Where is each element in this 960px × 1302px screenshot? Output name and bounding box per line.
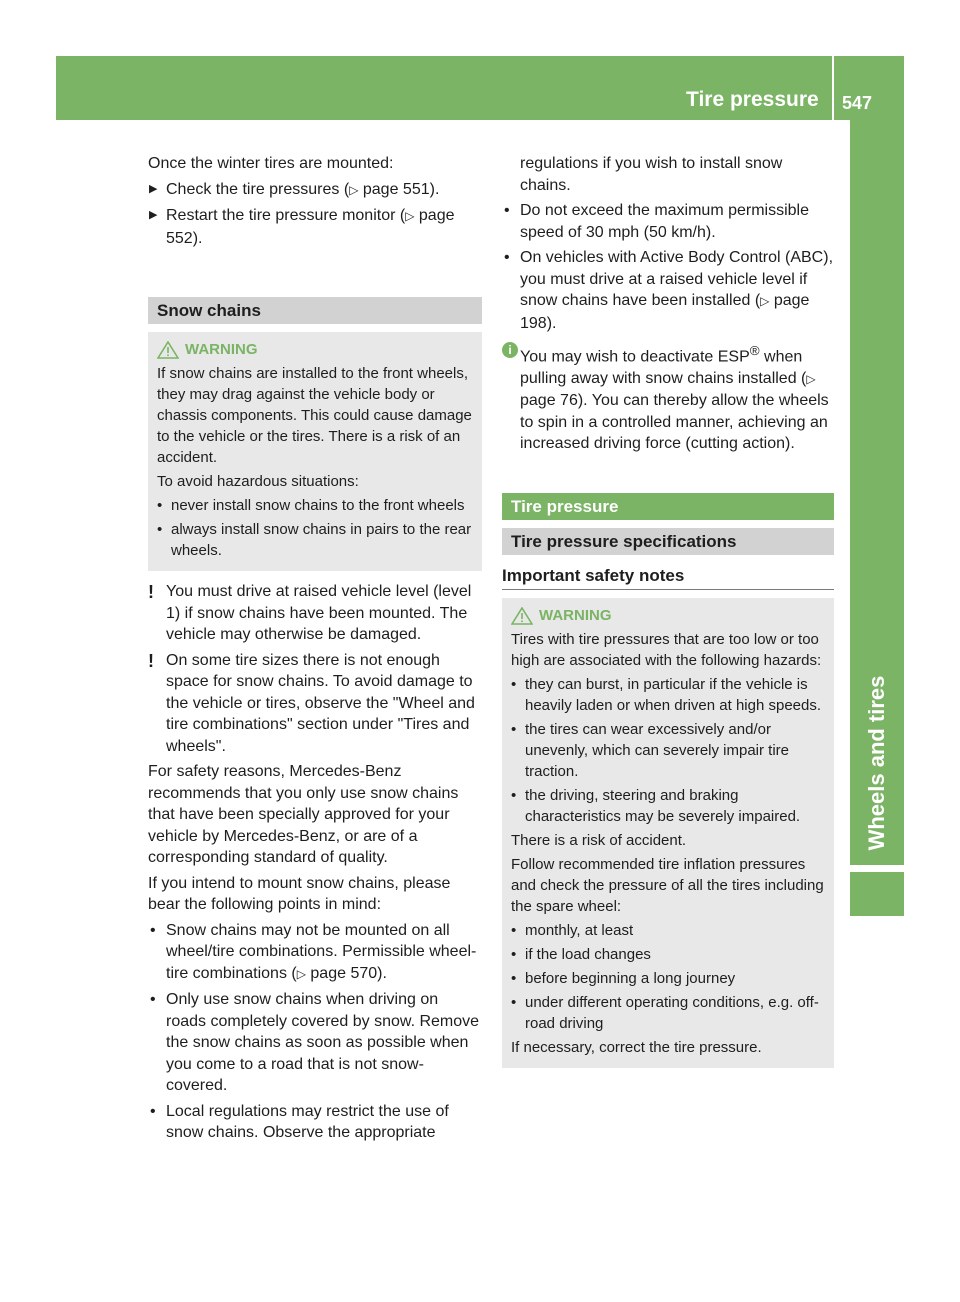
intro-text: Once the winter tires are mounted: [148, 155, 394, 172]
warning-heading: WARNING [511, 605, 825, 626]
xref-arrow-icon: ▷ [296, 966, 306, 981]
header-divider [832, 56, 834, 120]
step-arrow-icon: ▶ [149, 182, 158, 195]
list-item: • On vehicles with Active Body Control (ABC), you must drive at a raised vehicle level if snow chains have been installed (▷ page 198). [504, 249, 834, 332]
list-item: • if the load changes [511, 946, 651, 964]
step-item: ▶ Restart the tire pressure monitor (▷ page 552). [149, 207, 455, 247]
warning-triangle-icon [511, 607, 533, 625]
page-reference[interactable]: page 76 [520, 392, 578, 410]
warning-text: To avoid hazardous situations: [157, 473, 359, 490]
warning-text: There is a risk of accident. [511, 832, 687, 850]
list-item: • before beginning a long journey [511, 970, 736, 988]
list-item: • always install snow chains in pairs to the rear wheels. [157, 521, 472, 559]
info-icon: i [502, 342, 518, 358]
subheading-safety-notes: Important safety notes [502, 565, 834, 591]
info-note: i You may wish to deactivate ESP® when pulling away with snow chains installed (▷ page 76). You can thereby allow the wheels to spin in a controlled manner, achieving an increased driving force (cutting action). [502, 340, 834, 455]
list-item: • the tires can wear excessively and/or unevenly, which can severely impair tire traction. [511, 721, 790, 781]
list-item: • they can burst, in particular if the vehicle is heavily laden or when driven at high speeds. [511, 676, 822, 715]
warning-text: If necessary, correct the tire pressure. [511, 1039, 762, 1057]
list-item: • Do not exceed the maximum permissible speed of 30 mph (50 km/h). [504, 202, 810, 241]
body-paragraph: If you intend to mount snow chains, please bear the following points in mind: [148, 874, 451, 913]
caution-note: ! On some tire sizes there is not enough space for snow chains. To avoid damage to the vehicle or tires, observe the "Wheel and tire combinations" section under "Tires and wheels". [148, 650, 475, 755]
warning-box [148, 332, 482, 571]
section-heading-snow-chains: Snow chains [148, 297, 482, 324]
page-reference[interactable]: page 198 [520, 292, 810, 332]
right-column [502, 153, 834, 1068]
xref-arrow-icon: ▷ [349, 182, 359, 197]
list-item: • Snow chains may not be mounted on all wheel/tire combinations. Permissible wheel-tire combinations (▷ page 570). [150, 921, 477, 982]
list-item-continuation: regulations if you wish to install snow chains. [520, 155, 783, 194]
caution-note: ! You must drive at raised vehicle level (level 1) if snow chains have been mounted. The vehicle may otherwise be damaged. [148, 582, 472, 643]
page-reference[interactable]: page 570 [310, 964, 378, 982]
page-number: 547 [842, 93, 873, 113]
list-item: • the driving, steering and braking characteristics may be severely impaired. [511, 787, 801, 826]
step-item: ▶ Check the tire pressures (▷ page 551). [148, 179, 482, 202]
page-title: Tire pressure [686, 88, 819, 111]
warning-text: Follow recommended tire inflation pressures and check the pressure of all the tires including the spare wheel: [511, 856, 824, 916]
list-item: • Only use snow chains when driving on roads completely covered by snow. Remove the snow chains as soon as possible when you come to a road that is not snow-covered. [150, 991, 480, 1094]
step-arrow-icon: ▶ [149, 209, 158, 221]
left-column [148, 153, 482, 1148]
list-item: • never install snow chains to the front wheels [157, 497, 465, 514]
body-paragraph: For safety reasons, Mercedes-Benz recommends that you only use snow chains that have been specially approved for your vehicle by Mercedes-Benz, or are of a corresponding standard of quality. [148, 763, 459, 866]
side-tab-marker [850, 872, 904, 916]
list-item: • under different operating conditions, e.g. off-road driving [511, 994, 819, 1033]
subsection-heading: Tire pressure specifications [502, 528, 834, 555]
list-item: • Local regulations may restrict the use of snow chains. Observe the appropriate [150, 1102, 449, 1141]
page-reference[interactable]: page 552 [166, 207, 455, 247]
exclamation-icon: ! [148, 582, 154, 602]
warning-text: Tires with tire pressures that are too low or too high are associated with the following hazards: [511, 631, 822, 670]
xref-arrow-icon: ▷ [806, 371, 816, 386]
exclamation-icon: ! [148, 650, 154, 671]
side-tab-label: Wheels and tires [864, 675, 889, 851]
section-heading-tire-pressure: Tire pressure [502, 493, 834, 520]
list-item: • monthly, at least [511, 922, 634, 940]
xref-arrow-icon: ▷ [760, 294, 770, 308]
page-reference[interactable]: page 551 [362, 180, 430, 198]
xref-arrow-icon: ▷ [405, 209, 415, 223]
warning-text: If snow chains are installed to the front wheels, they may drag against the vehicle body or chassis components. This could cause damage to the vehicle or the tires. There is a risk of an accident. [157, 365, 472, 466]
warning-triangle-icon [157, 341, 179, 359]
warning-heading: WARNING [157, 339, 473, 360]
warning-box [502, 598, 834, 1068]
